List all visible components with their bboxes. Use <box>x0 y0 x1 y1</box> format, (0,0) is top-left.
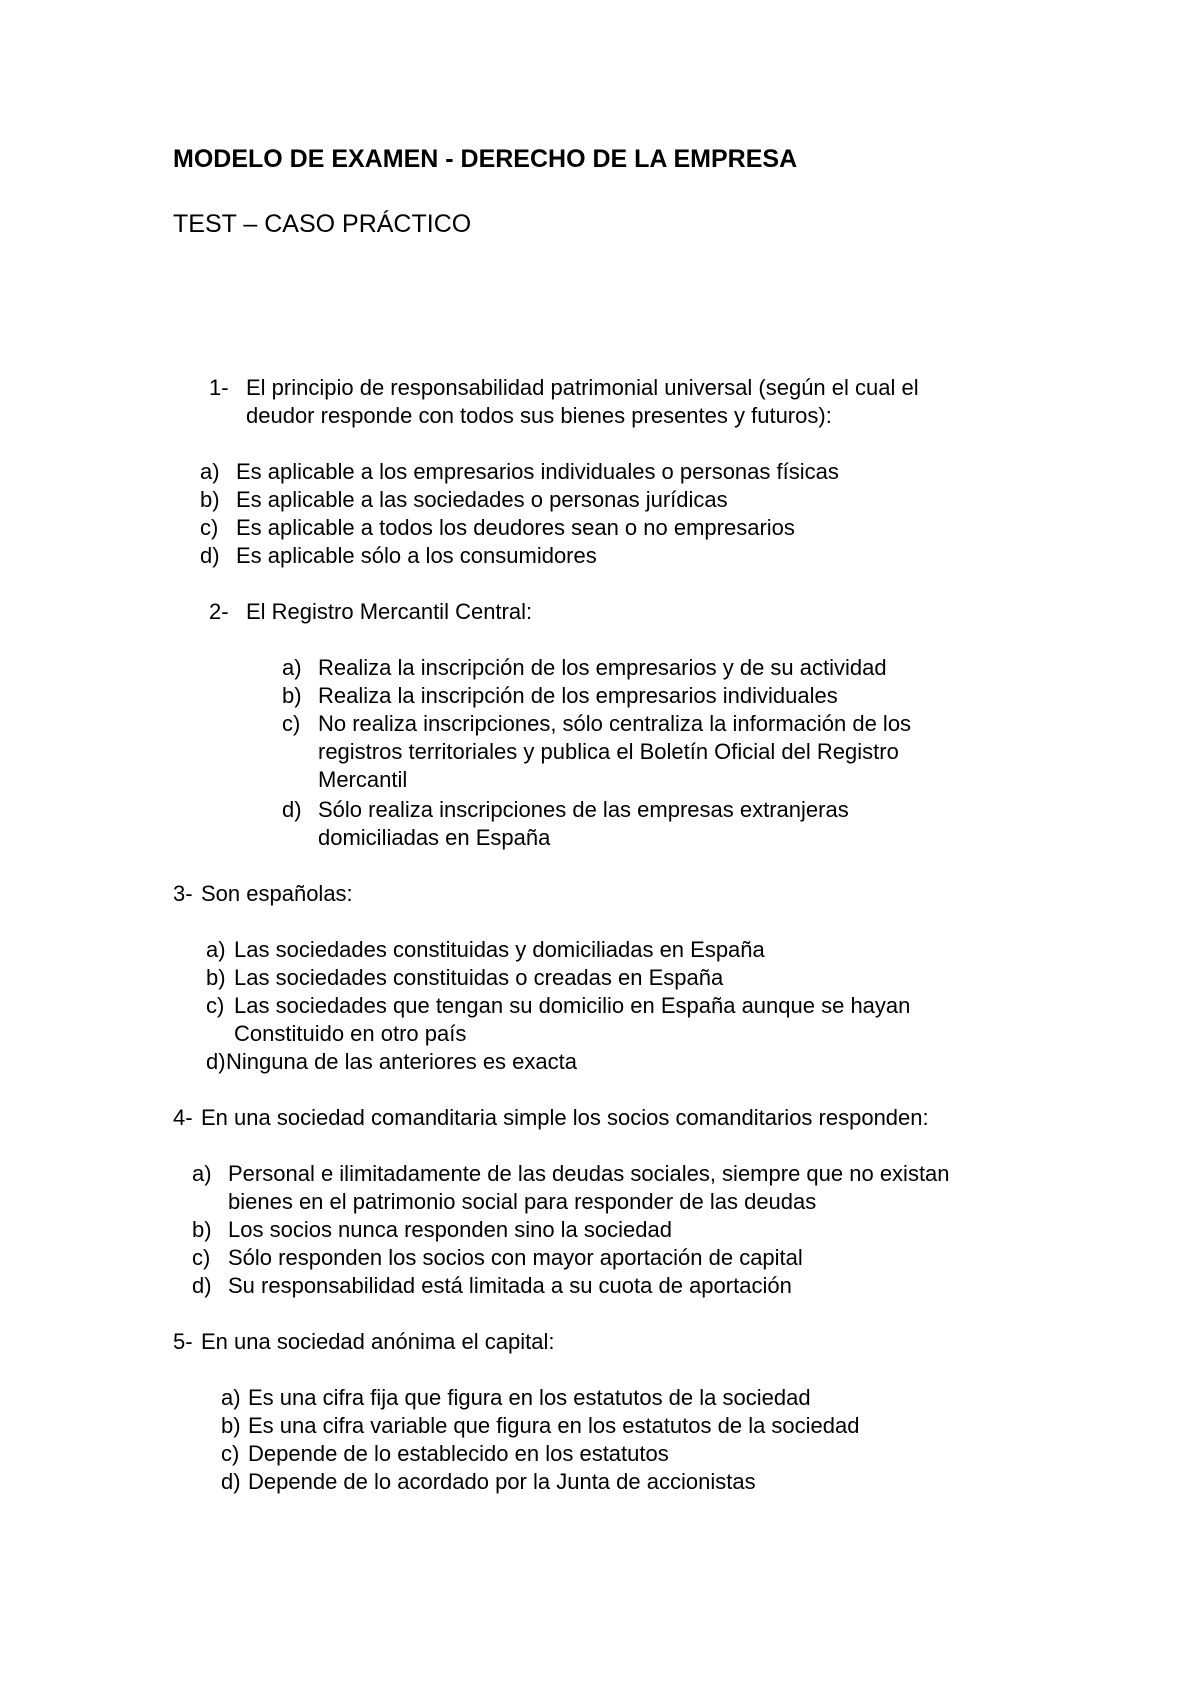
question-3-option-c-letter: c) <box>206 993 225 1018</box>
question-2-option-a-letter: a) <box>282 655 302 680</box>
question-5-option-a-text: Es una cifra fija que figura en los estatutos de la sociedad <box>248 1385 811 1410</box>
question-4-option-b-text: Los socios nunca responden sino la sociedad <box>228 1217 672 1242</box>
question-3-number: 3- <box>173 881 193 906</box>
question-1-text-line-1: El principio de responsabilidad patrimonial universal (según el cual el <box>246 375 919 400</box>
question-3-text: Son españolas: <box>201 881 353 906</box>
page-title: MODELO DE EXAMEN - DERECHO DE LA EMPRESA <box>173 145 798 173</box>
question-5-option-b-letter: b) <box>221 1413 241 1438</box>
question-3-option-d-letter: d) <box>206 1049 226 1074</box>
question-2-number: 2- <box>209 599 229 624</box>
question-5-number: 5- <box>173 1329 193 1354</box>
question-2-option-a-text: Realiza la inscripción de los empresarios y de su actividad <box>318 655 887 680</box>
page-subtitle: TEST – CASO PRÁCTICO <box>173 210 472 238</box>
question-3-option-d-text: Ninguna de las anteriores es exacta <box>226 1049 577 1074</box>
question-2-text: El Registro Mercantil Central: <box>246 599 533 624</box>
question-2-option-c-letter: c) <box>282 711 301 736</box>
question-1-option-c-letter: c) <box>200 515 219 540</box>
question-3-option-b-letter: b) <box>206 965 226 990</box>
question-4-option-b-letter: b) <box>192 1217 212 1242</box>
question-2-option-c-text-line-3: Mercantil <box>318 767 408 792</box>
question-1-option-a-letter: a) <box>200 459 220 484</box>
question-2-option-d-letter: d) <box>282 797 302 822</box>
question-2-option-b-text: Realiza la inscripción de los empresarios individuales <box>318 683 838 708</box>
question-4-number: 4- <box>173 1105 193 1130</box>
question-5-text: En una sociedad anónima el capital: <box>201 1329 555 1354</box>
question-3-option-a-text: Las sociedades constituidas y domiciliadas en España <box>234 937 765 962</box>
question-2-option-c-text-line-1: No realiza inscripciones, sólo centraliza la información de los <box>318 711 912 736</box>
question-1-option-a-text: Es aplicable a los empresarios individuales o personas físicas <box>236 459 839 484</box>
question-3-option-b-text: Las sociedades constituidas o creadas en España <box>234 965 724 990</box>
question-2-option-b-letter: b) <box>282 683 302 708</box>
question-3-option-c-text-line-1: Las sociedades que tengan su domicilio en España aunque se hayan <box>234 993 911 1018</box>
question-1-option-b-text: Es aplicable a las sociedades o personas jurídicas <box>236 487 728 512</box>
question-4-option-a-letter: a) <box>192 1161 212 1186</box>
question-4-option-d-text: Su responsabilidad está limitada a su cuota de aportación <box>228 1273 792 1298</box>
question-4-text: En una sociedad comanditaria simple los socios comanditarios responden: <box>201 1105 929 1130</box>
question-3-option-a-letter: a) <box>206 937 226 962</box>
question-5-option-c-letter: c) <box>221 1441 240 1466</box>
question-5-option-c-text: Depende de lo establecido en los estatutos <box>248 1441 669 1466</box>
question-5-option-d-text: Depende de lo acordado por la Junta de accionistas <box>248 1469 756 1494</box>
question-3-option-c-text-line-2: Constituido en otro país <box>234 1021 467 1046</box>
question-5-option-a-letter: a) <box>221 1385 241 1410</box>
question-5-option-b-text: Es una cifra variable que figura en los estatutos de la sociedad <box>248 1413 860 1438</box>
question-4-option-c-letter: c) <box>192 1245 211 1270</box>
question-2-option-c-text-line-2: registros territoriales y publica el Boletín Oficial del Registro <box>318 739 899 764</box>
question-1-option-b-letter: b) <box>200 487 220 512</box>
question-4-option-a-text-line-2: bienes en el patrimonio social para responder de las deudas <box>228 1189 817 1214</box>
question-4-option-d-letter: d) <box>192 1273 212 1298</box>
question-4-option-a-text-line-1: Personal e ilimitadamente de las deudas sociales, siempre que no existan <box>228 1161 950 1186</box>
question-1-option-c-text: Es aplicable a todos los deudores sean o no empresarios <box>236 515 795 540</box>
question-1-option-d-text: Es aplicable sólo a los consumidores <box>236 543 597 568</box>
question-4-option-c-text: Sólo responden los socios con mayor aportación de capital <box>228 1245 803 1270</box>
question-1-text-line-2: deudor responde con todos sus bienes presentes y futuros): <box>246 403 832 428</box>
question-2-option-d-text-line-1: Sólo realiza inscripciones de las empresas extranjeras <box>318 797 849 822</box>
question-1-option-d-letter: d) <box>200 543 220 568</box>
question-2-option-d-text-line-2: domiciliadas en España <box>318 825 551 850</box>
question-5-option-d-letter: d) <box>221 1469 241 1494</box>
question-1-number: 1- <box>209 375 229 400</box>
